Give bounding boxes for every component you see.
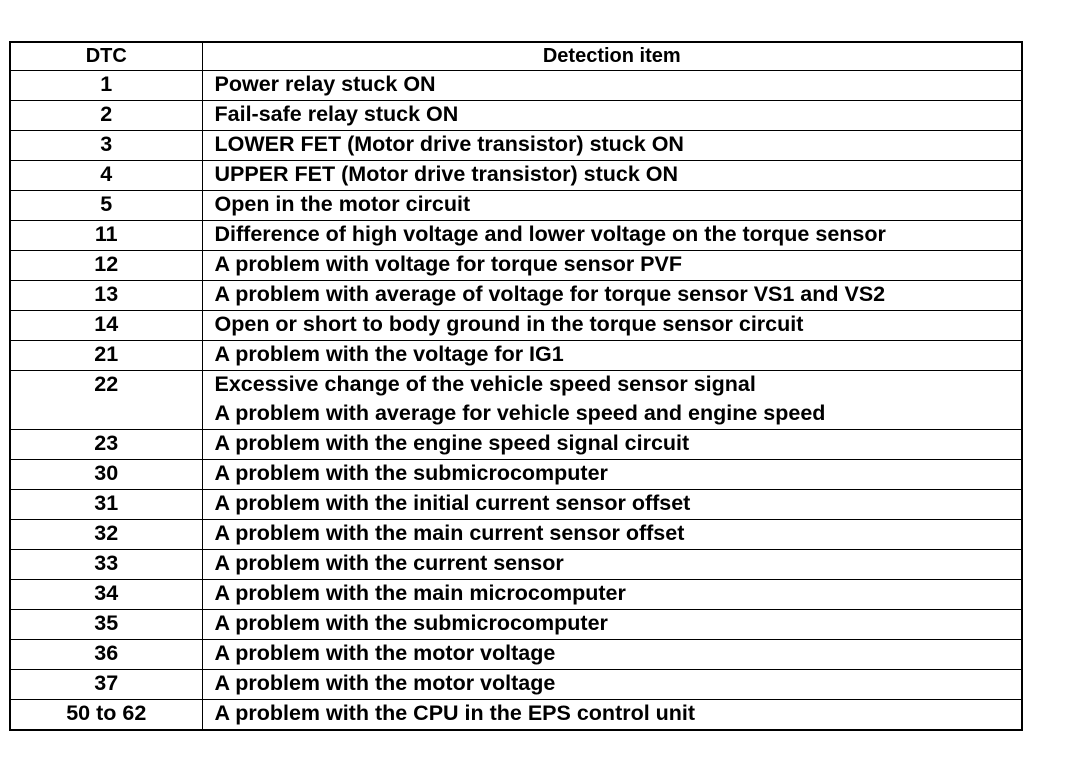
- dtc-code-cell: 2: [10, 101, 202, 131]
- dtc-code-cell: 37: [10, 670, 202, 700]
- table-row: [10, 640, 1022, 670]
- detection-item-cell: [202, 311, 1022, 341]
- detection-item-text: A problem with average of voltage for torque sensor VS1 and VS2: [214, 282, 886, 306]
- detection-item-text: Fail-safe relay stuck ON: [214, 102, 459, 126]
- table-row: [10, 430, 1022, 460]
- table-row: [10, 700, 1022, 731]
- dtc-code-cell: 13: [10, 281, 202, 311]
- dtc-code-cell: 32: [10, 520, 202, 550]
- dtc-code-cell: 12: [10, 251, 202, 281]
- table-row: [10, 670, 1022, 700]
- dtc-code-cell: 1: [10, 71, 202, 101]
- detection-item-text: Excessive change of the vehicle speed sensor signal: [214, 372, 756, 396]
- header-row: [10, 42, 1022, 71]
- detection-item-text: A problem with the initial current sensor offset: [214, 491, 691, 515]
- detection-item-text: A problem with the motor voltage: [214, 641, 556, 665]
- detection-item-text: Open in the motor circuit: [214, 192, 471, 216]
- table-row: [10, 311, 1022, 341]
- dtc-code-cell: 36: [10, 640, 202, 670]
- detection-item-text: Difference of high voltage and lower voltage on the torque sensor: [214, 222, 886, 246]
- table-row: [10, 71, 1022, 101]
- detection-item-cell: [202, 490, 1022, 520]
- table-row: [10, 251, 1022, 281]
- detection-item-text: A problem with the current sensor: [214, 551, 564, 575]
- table-row: [10, 460, 1022, 490]
- dtc-code-cell: 50 to 62: [10, 700, 202, 731]
- detection-item-text: A problem with the submicrocomputer: [214, 611, 608, 635]
- detection-item-text: A problem with the CPU in the EPS control unit: [214, 701, 696, 725]
- detection-item-cell: [202, 670, 1022, 700]
- detection-item-text: A problem with the main current sensor offset: [214, 521, 685, 545]
- detection-item-text: A problem with the motor voltage: [214, 671, 556, 695]
- detection-item-cell: [202, 371, 1022, 430]
- dtc-code-cell: 30: [10, 460, 202, 490]
- dtc-code-cell: 31: [10, 490, 202, 520]
- table-row: [10, 520, 1022, 550]
- detection-item-cell: [202, 191, 1022, 221]
- table-row: [10, 550, 1022, 580]
- table-body: [10, 71, 1022, 731]
- table-row: [10, 191, 1022, 221]
- detection-item-text: UPPER FET (Motor drive transistor) stuck ON: [214, 162, 679, 186]
- detection-item-cell: [202, 460, 1022, 490]
- detection-item-text: A problem with the engine speed signal circuit: [214, 431, 690, 455]
- detection-item-cell: [202, 131, 1022, 161]
- table-row: [10, 161, 1022, 191]
- detection-item-cell: [202, 550, 1022, 580]
- dtc-code-cell: 33: [10, 550, 202, 580]
- table-row: [10, 101, 1022, 131]
- dtc-table: [9, 41, 1023, 731]
- table-row: [10, 341, 1022, 371]
- detection-item-text: A problem with voltage for torque sensor PVF: [214, 252, 682, 276]
- table-row: [10, 371, 1022, 430]
- dtc-code-cell: 22: [10, 371, 202, 430]
- dtc-code-cell: 35: [10, 610, 202, 640]
- detection-item-cell: [202, 251, 1022, 281]
- table-row: [10, 281, 1022, 311]
- table-header: [10, 42, 1022, 71]
- header-dtc: DTC: [10, 42, 202, 71]
- detection-item-cell: [202, 71, 1022, 101]
- table-row: [10, 580, 1022, 610]
- dtc-code-cell: 21: [10, 341, 202, 371]
- detection-item-cell: [202, 580, 1022, 610]
- detection-item-cell: [202, 430, 1022, 460]
- detection-item-cell: [202, 700, 1022, 731]
- detection-item-text: A problem with the submicrocomputer: [214, 461, 608, 485]
- detection-item-cell: [202, 281, 1022, 311]
- detection-item-text: Power relay stuck ON: [214, 72, 436, 96]
- detection-item-text: LOWER FET (Motor drive transistor) stuck ON: [214, 132, 684, 156]
- detection-item-text: A problem with the main microcomputer: [214, 581, 626, 605]
- detection-item-cell: [202, 520, 1022, 550]
- table-row: [10, 490, 1022, 520]
- table-row: [10, 221, 1022, 251]
- detection-item-cell: [202, 101, 1022, 131]
- dtc-code-cell: 34: [10, 580, 202, 610]
- header-detection-item: Detection item: [202, 42, 1022, 71]
- dtc-code-cell: 14: [10, 311, 202, 341]
- detection-item-text: Open or short to body ground in the torque sensor circuit: [214, 312, 804, 336]
- dtc-code-cell: 11: [10, 221, 202, 251]
- dtc-code-cell: 23: [10, 430, 202, 460]
- detection-item-text: A problem with average for vehicle speed and engine speed: [214, 401, 826, 425]
- dtc-code-cell: 4: [10, 161, 202, 191]
- detection-item-cell: [202, 610, 1022, 640]
- detection-item-cell: [202, 341, 1022, 371]
- detection-item-cell: [202, 221, 1022, 251]
- table-row: [10, 610, 1022, 640]
- table-row: [10, 131, 1022, 161]
- detection-item-text: A problem with the voltage for IG1: [214, 342, 564, 366]
- detection-item-cell: [202, 640, 1022, 670]
- detection-item-cell: [202, 161, 1022, 191]
- dtc-code-cell: 3: [10, 131, 202, 161]
- dtc-code-cell: 5: [10, 191, 202, 221]
